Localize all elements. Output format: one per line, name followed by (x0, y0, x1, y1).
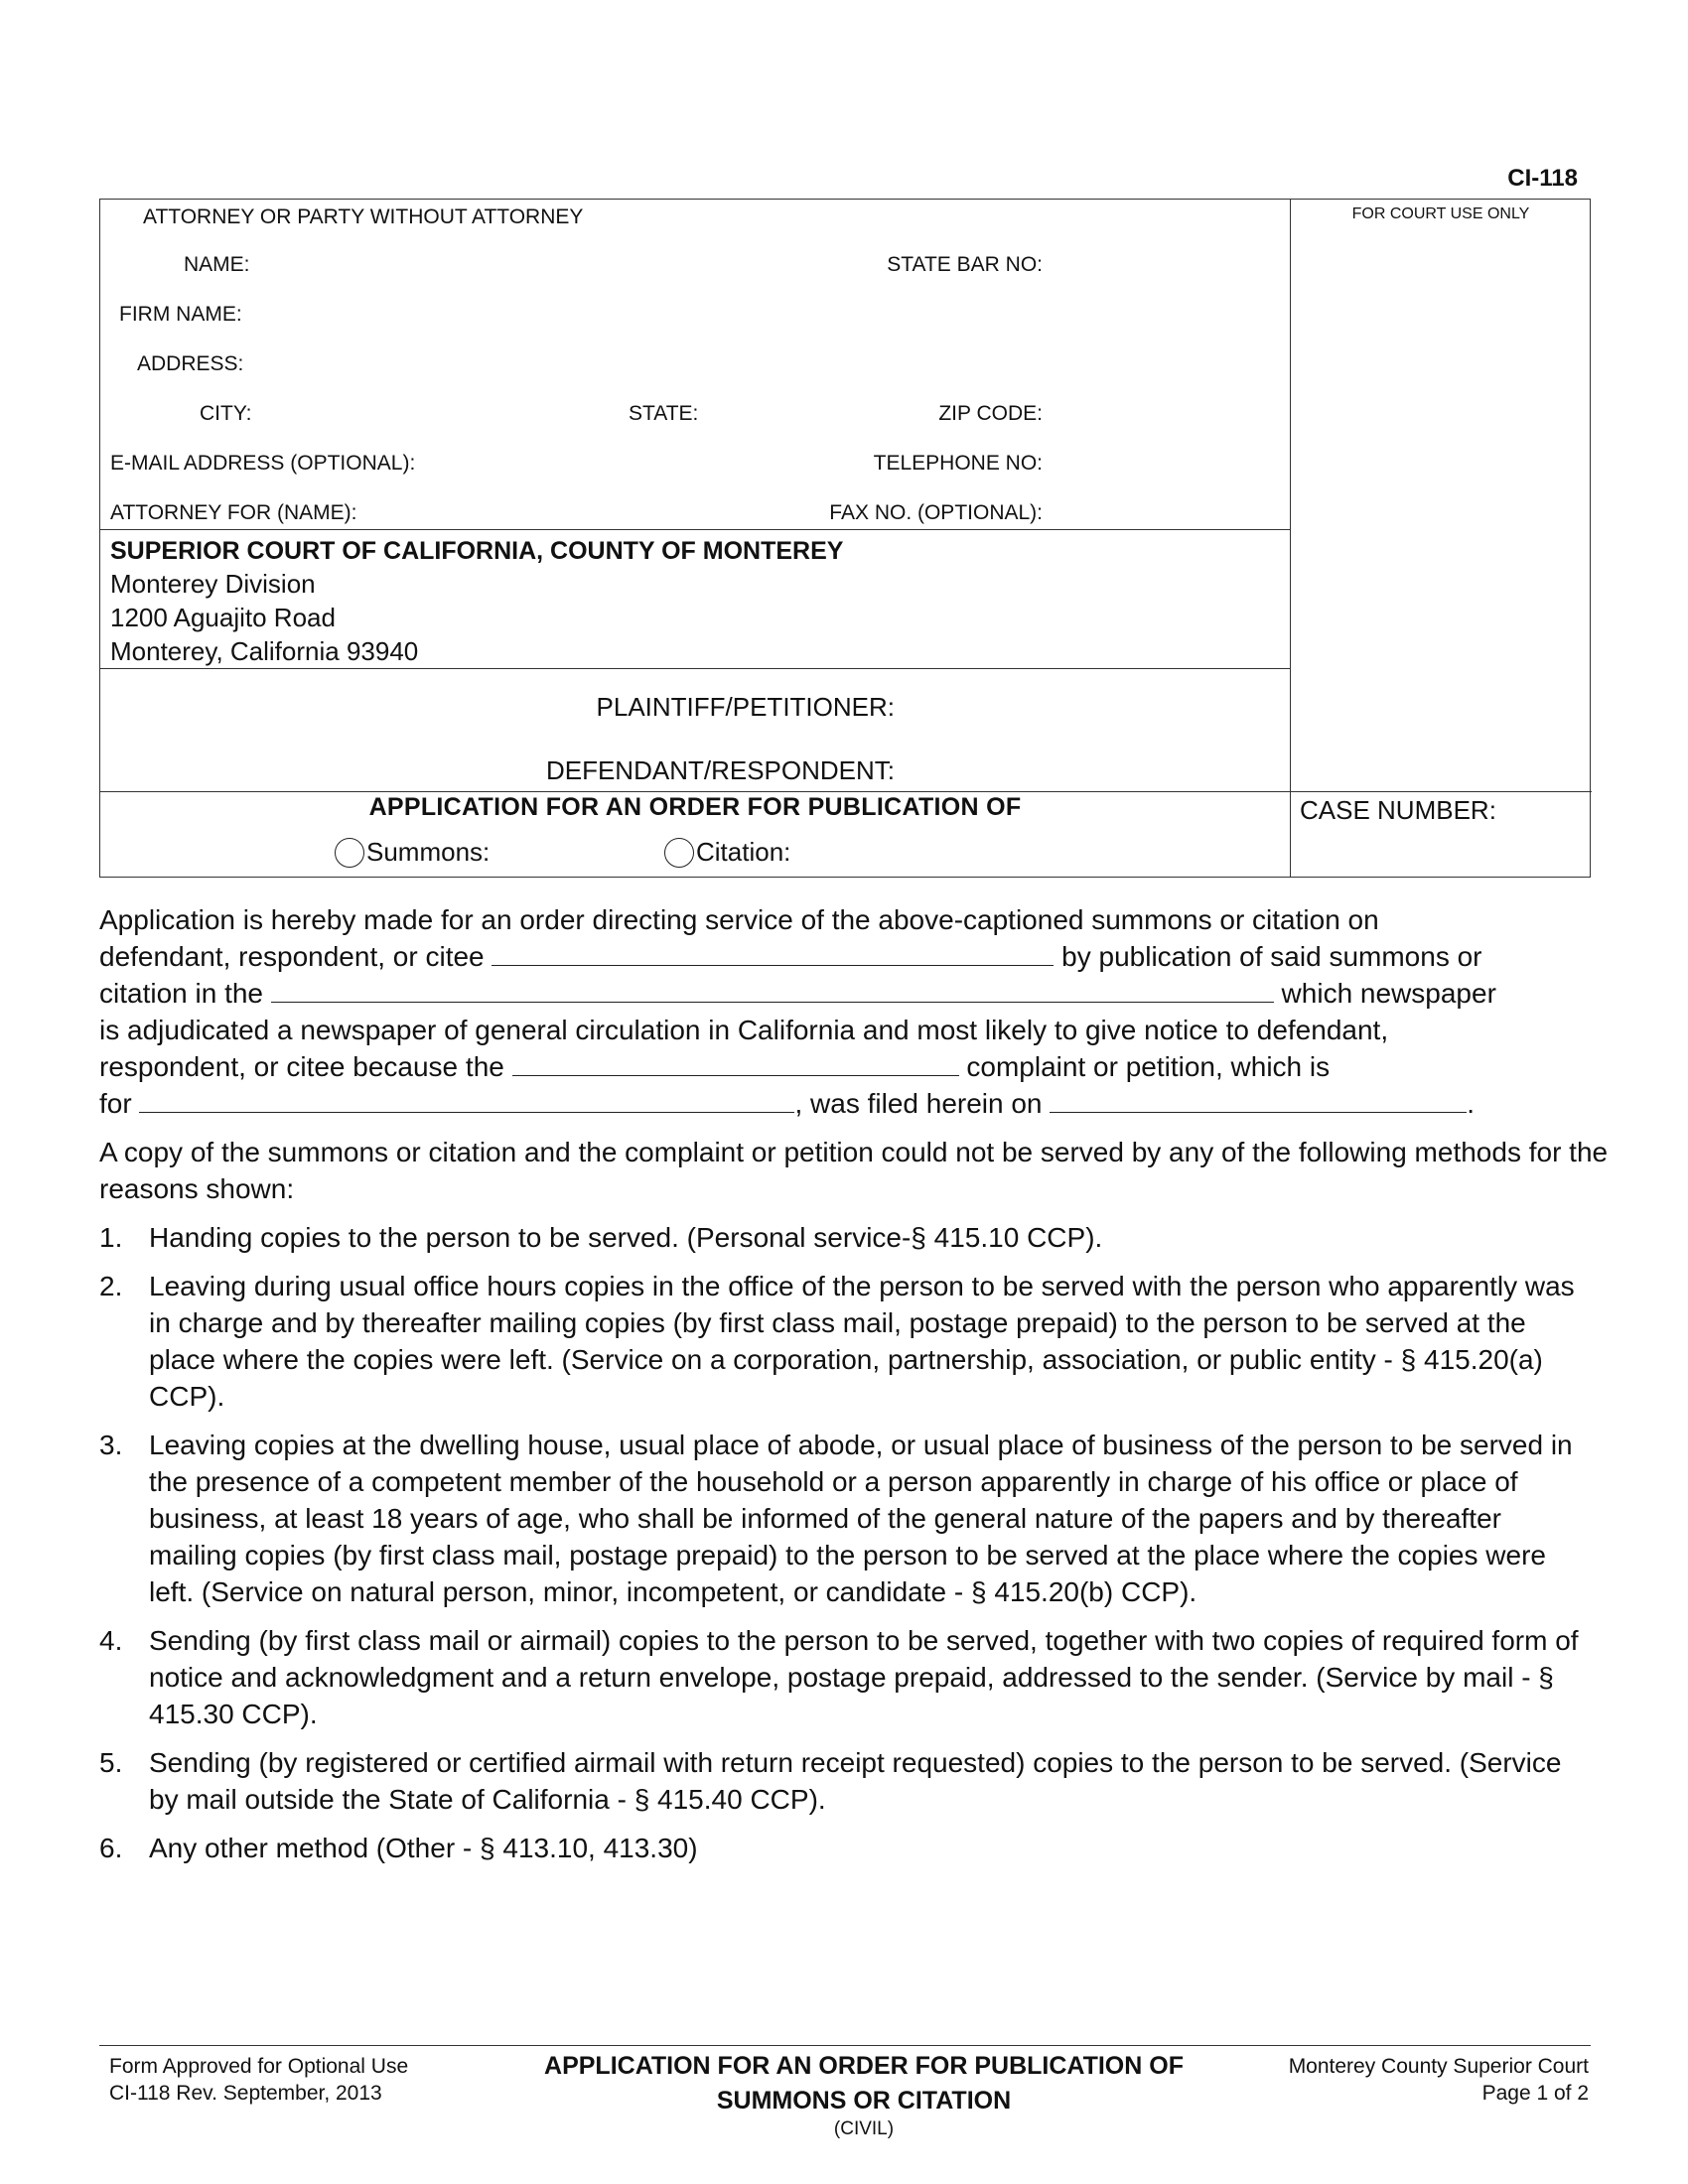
fax-label: FAX NO. (OPTIONAL): (829, 501, 1043, 524)
citation-option[interactable] (664, 837, 790, 868)
footer-revision: CI-118 Rev. September, 2013 (109, 2082, 382, 2105)
p1-line1: Application is hereby made for an order directing service of the above-captioned summons or citation on (99, 904, 1379, 935)
caption-rule-court (100, 668, 1290, 669)
complaint-purpose-field[interactable] (139, 1086, 794, 1113)
attorney-header: ATTORNEY OR PARTY WITHOUT ATTORNEY (143, 205, 584, 228)
footer-left (109, 2053, 408, 2107)
court-name: SUPERIOR COURT OF CALIFORNIA, COUNTY OF MONTEREY (110, 537, 844, 565)
caption-box (99, 199, 1591, 878)
p1-line6: for , was filed herein on . (99, 1088, 1476, 1119)
footer-title-line1: APPLICATION FOR AN ORDER FOR PUBLICATION OF (544, 2052, 1184, 2080)
list-item: 4. Sending (by first class mail or airmail) copies to the person to be served, together with two copies of required form of notice and acknowledgment and a return envelope, postage prepaid, addressed to the sender. (Service by mail - § 415.30 CCP). (99, 1625, 1579, 1729)
address-label: ADDRESS: (137, 352, 244, 375)
summons-radio[interactable] (335, 838, 364, 868)
city-label: CITY: (200, 402, 252, 425)
attorney-for-label: ATTORNEY FOR (NAME): (110, 501, 357, 524)
methods-intro: A copy of the summons or citation and the complaint or petition could not be served by any of the following methods for the reasons shown: (99, 1137, 1609, 1204)
citation-radio[interactable] (664, 838, 694, 868)
citation-label: Citation: (696, 837, 791, 867)
zip-label: ZIP CODE: (938, 402, 1043, 425)
email-label: E-MAIL ADDRESS (OPTIONAL): (110, 452, 416, 475)
caption-divider (1290, 200, 1291, 877)
form-id: CI-118 (1507, 165, 1578, 192)
state-bar-label: STATE BAR NO: (887, 253, 1043, 276)
footer-approval: Form Approved for Optional Use (109, 2055, 409, 2078)
summons-label: Summons: (366, 837, 491, 867)
footer-title-line2: SUMMONS OR CITATION (716, 2087, 1012, 2115)
footer-court: Monterey County Superior Court (1288, 2055, 1589, 2078)
list-item: 1. Handing copies to the person to be served. (Personal service-§ 415.10 CCP). (99, 1222, 1103, 1253)
application-paragraph (99, 901, 1609, 1122)
name-label: NAME: (184, 253, 250, 276)
court-use-only-label: FOR COURT USE ONLY (1351, 205, 1530, 222)
p1-line4: is adjudicated a newspaper of general circulation in California and most likely to give notice to defendant, (99, 1015, 1389, 1045)
footer-rule (99, 2045, 1591, 2046)
defendant-label: DEFENDANT/RESPONDENT: (545, 755, 895, 785)
complaint-type-field[interactable] (512, 1049, 959, 1076)
state-label: STATE: (629, 402, 699, 425)
footer-page-number: Page 1 of 2 (1481, 2082, 1589, 2105)
footer-center (477, 2049, 1251, 2140)
list-item: 6. Any other method (Other - § 413.10, 413.30) (99, 1833, 698, 1863)
case-number-label: CASE NUMBER: (1300, 795, 1496, 825)
caption-rule-attorney (100, 529, 1290, 530)
firm-name-label: FIRM NAME: (119, 303, 242, 326)
list-item: 5. Sending (by registered or certified airmail with return receipt requested) copies to the person to be served. (Service by mail outside the State of California - § 415.40 CCP). (99, 1747, 1562, 1815)
list-item: 2. Leaving during usual office hours copies in the office of the person to be served with the person who apparently was in charge and by thereafter mailing copies (by first class mail, postage prepaid) to the person to be served at the place where the copies were left. (Service on a corporation, partnership, association, or public entity - § 415.20(a) CCP). (99, 1271, 1575, 1412)
p1-line3: citation in the which newspaper (99, 978, 1496, 1009)
court-street: 1200 Aguajito Road (110, 603, 336, 632)
telephone-label: TELEPHONE NO: (873, 452, 1043, 475)
newspaper-field[interactable] (271, 976, 1274, 1003)
p1-line5: respondent, or citee because the complaint or petition, which is (99, 1051, 1331, 1082)
service-methods-list (99, 1219, 1589, 1878)
court-division: Monterey Division (110, 569, 316, 599)
footer-civil: (CIVIL) (833, 2118, 895, 2139)
list-item: 3. Leaving copies at the dwelling house, usual place of abode, or usual place of business of the person to be served in the presence of a competent member of the household or a person apparently in charge of his office or place of business, at least 18 years of age, who shall be informed of the general nature of the papers and by thereafter mailing copies (by first class mail, postage prepaid) to the person to be served at the place where the copies were left. (Service on natural person, minor, incompetent, or candidate - § 415.20(b) CCP). (99, 1430, 1573, 1607)
caption-rule-parties (100, 791, 1592, 792)
p1-line2: defendant, respondent, or citee by publication of said summons or (99, 941, 1482, 972)
plaintiff-label: PLAINTIFF/PETITIONER: (596, 692, 895, 722)
summons-option[interactable] (335, 837, 490, 868)
filed-date-field[interactable] (1050, 1086, 1467, 1113)
defendant-name-field[interactable] (492, 939, 1054, 966)
court-city: Monterey, California 93940 (110, 636, 419, 666)
footer-right (1289, 2053, 1589, 2107)
form-title: APPLICATION FOR AN ORDER FOR PUBLICATION OF (368, 793, 1022, 821)
